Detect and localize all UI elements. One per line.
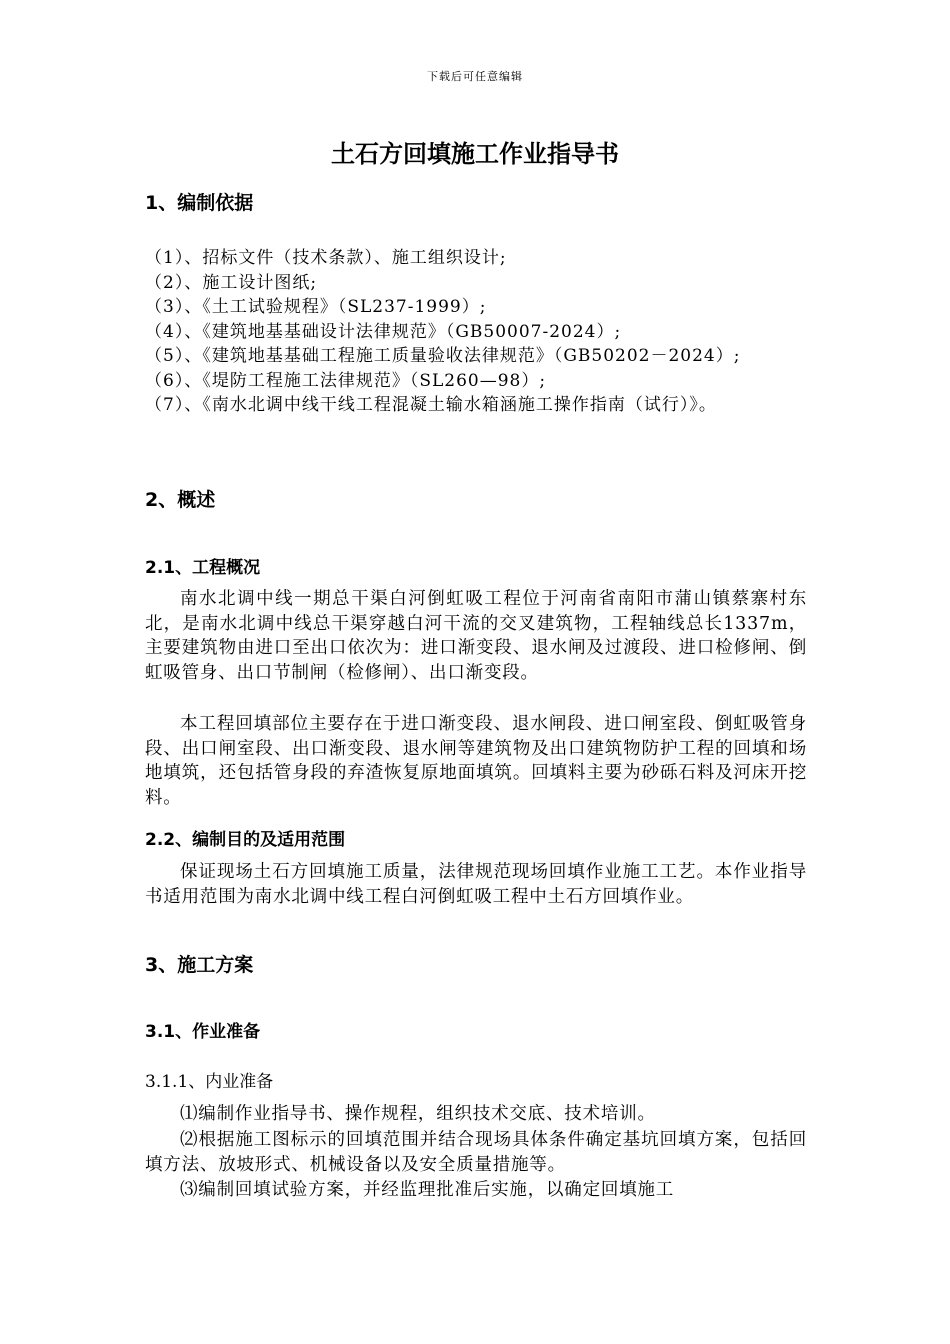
list-item: （3）、《土工试验规程》（SL237-1999）;	[145, 297, 487, 317]
list-item: （7）、《南水北调中线干线工程混凝土输水箱涵施工操作指南（试行）》。	[145, 395, 717, 415]
list-item: （2）、施工设计图纸;	[145, 272, 318, 293]
section-2-2-heading: 2.2、编制目的及适用范围	[145, 830, 346, 850]
list-item: （5）、《建筑地基基础工程施工质量验收法律规范》（GB50202－2024）;	[145, 346, 741, 366]
paragraph: 南水北调中线一期总干渠白河倒虹吸工程位于河南省南阳市蒲山镇蔡寨村东北，是南水北调中线总干渠穿越白河干流的交叉建筑物，工程轴线总长1337m，主要建筑物由进口至出口依次为：进口渐变段、退水闸及过渡段、进口检修闸、倒虹吸管身、出口节制闸（检修闸）、出口渐变段。	[145, 589, 807, 683]
list-item: （6）、《堤防工程施工法律规范》（SL260—98）;	[145, 370, 547, 391]
list-item: （1）、招标文件（技术条款）、施工组织设计;	[145, 248, 507, 268]
section-2-1-heading: 2.1、工程概况	[145, 558, 261, 578]
paragraph: 保证现场土石方回填施工质量，法律规范现场回填作业施工工艺。本作业指导书适用范围为南水北调中线工程白河倒虹吸工程中土石方回填作业。	[145, 862, 807, 907]
reference-list	[145, 246, 810, 418]
paragraph: ⑴编制作业指导书、操作规程，组织技术交底、技术培训。	[180, 1104, 656, 1124]
list-item: （4）、《建筑地基基础设计法律规范》（GB50007-2024）;	[145, 321, 622, 342]
section-3-1-heading: 3.1、作业准备	[145, 1022, 261, 1042]
paragraph: ⑶编制回填试验方案，并经监理批准后实施，以确定回填施工	[180, 1180, 675, 1200]
paragraph: 本工程回填部位主要存在于进口渐变段、退水闸段、进口闸室段、倒虹吸管身段、出口闸室段、出口渐变段、退水闸等建筑物及出口建筑物防护工程的回填和场地填筑，还包括管身段的弃渣恢复原地面填筑。回填料主要为砂砾石料及河床开挖料。	[145, 714, 807, 808]
document-title: 土石方回填施工作业指导书	[331, 140, 619, 168]
section-2-heading: 2、概述	[145, 489, 216, 511]
section-3-1-1-heading: 3.1.1、内业准备	[145, 1072, 274, 1092]
paragraph: ⑵根据施工图标示的回填范围并结合现场具体条件确定基坑回填方案，包括回填方法、放坡形式、机械设备以及安全质量措施等。	[145, 1130, 807, 1175]
section-3-heading: 3、施工方案	[145, 954, 254, 976]
section-1-heading: 1、编制依据	[145, 192, 254, 214]
header-note: 下载后可任意编辑	[427, 70, 523, 83]
